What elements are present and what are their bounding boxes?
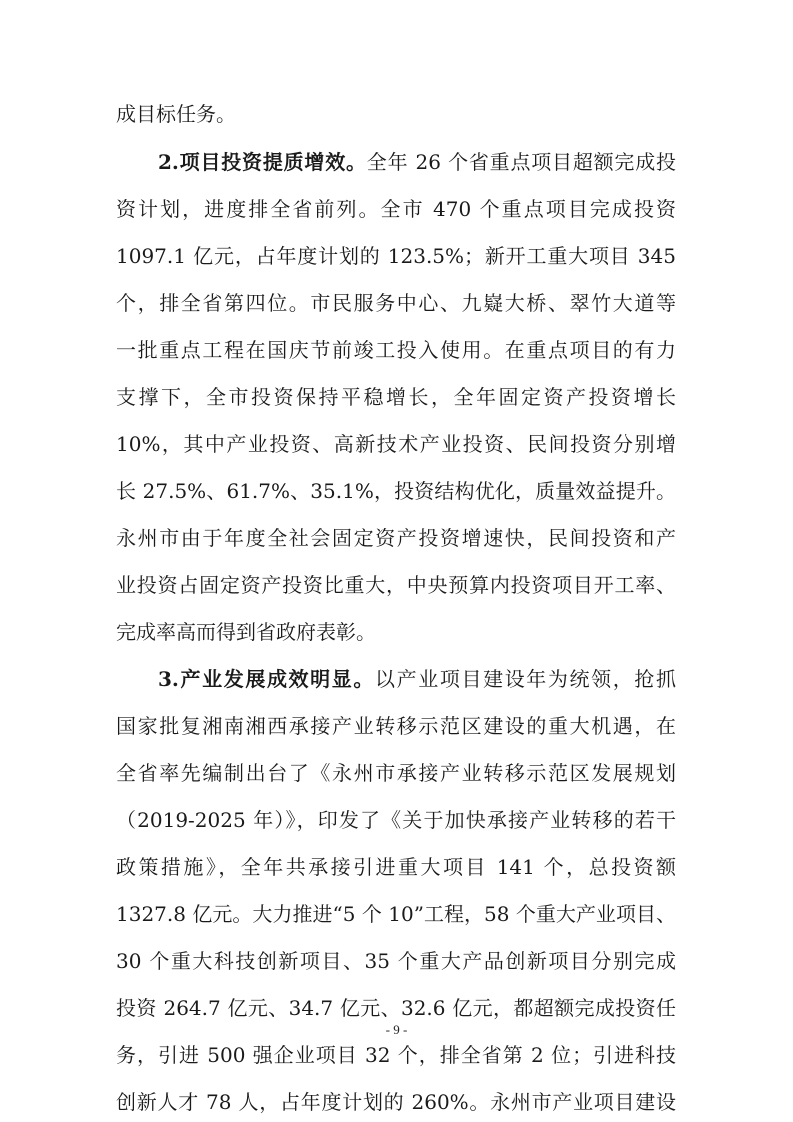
paragraph-first-line — [158, 147, 676, 177]
text-line: 10%，其中产业投资、高新技术产业投资、民间投资分别增 — [116, 432, 676, 456]
text-line: （2019-2025 年）》，印发了《关于加快承接产业转移的若干 — [116, 808, 676, 832]
text-line: 业投资占固定资产投资比重大，中央预算内投资项目开工率、 — [116, 573, 676, 597]
text-span: 全年 26 个省重点项目超额完成投 — [366, 150, 676, 174]
text-line: 全省率先编制出台了《永州市承接产业转移示范区发展规划 — [116, 761, 676, 785]
text-line: 长 27.5%、61.7%、35.1%，投资结构优化，质量效益提升。 — [116, 479, 676, 503]
text-line: 投资 264.7 亿元、34.7 亿元、32.6 亿元，都超额完成投资任 — [116, 996, 676, 1020]
page-number: - 9 - — [385, 1022, 408, 1037]
text-line: 完成率高而得到省政府表彰。 — [116, 620, 376, 644]
text-line: 政策措施》，全年共承接引进重大项目 141 个，总投资额 — [116, 855, 676, 879]
text-span: 以产业项目建设年为统领，抢抓 — [375, 667, 676, 691]
text-line: 永州市由于年度全社会固定资产投资增速快，民间投资和产 — [116, 526, 676, 550]
section-heading: 3.产业发展成效明显。 — [158, 667, 376, 691]
text-line: 务，引进 500 强企业项目 32 个，排全省第 2 位；引进科技 — [116, 1043, 676, 1067]
text-line: 1097.1 亿元，占年度计划的 123.5%；新开工重大项目 345 — [116, 244, 676, 268]
paragraph-first-line — [158, 664, 676, 694]
text-line: 个，排全省第四位。市民服务中心、九嶷大桥、翠竹大道等 — [116, 291, 676, 315]
text-line: 1327.8 亿元。大力推进“5 个 10”工程，58 个重大产业项目、 — [116, 902, 676, 926]
text-line: 一批重点工程在国庆节前竣工投入使用。在重点项目的有力 — [116, 338, 676, 362]
text-line: 资计划，进度排全省前列。全市 470 个重点项目完成投资 — [116, 197, 676, 221]
text-line: 30 个重大科技创新项目、35 个重大产品创新项目分别完成 — [116, 949, 676, 973]
text-line: 成目标任务。 — [116, 102, 236, 126]
section-heading: 2.项目投资提质增效。 — [158, 150, 367, 174]
text-line: 支撑下，全市投资保持平稳增长，全年固定资产投资增长 — [116, 385, 676, 409]
text-line: 国家批复湘南湘西承接产业转移示范区建设的重大机遇，在 — [116, 714, 676, 738]
text-line: 创新人才 78 人，占年度计划的 260%。永州市产业项目建设 — [116, 1090, 676, 1114]
